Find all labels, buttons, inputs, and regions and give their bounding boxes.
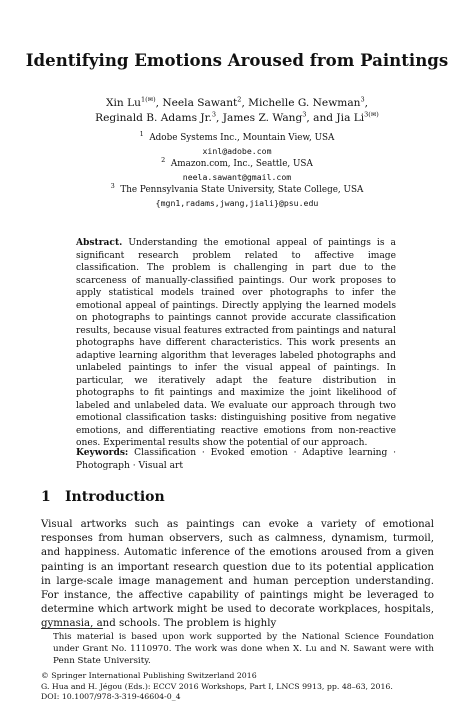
author-name: , Michelle G. Newman xyxy=(241,97,361,109)
section-title: Introduction xyxy=(65,489,165,505)
author-superscript: 3 xyxy=(360,95,365,104)
author-name: Xin Lu xyxy=(106,97,141,109)
section-heading xyxy=(41,489,165,505)
author-separator: , xyxy=(364,97,368,109)
footnote xyxy=(41,631,434,667)
affiliation-name: Adobe Systems Inc., Mountain View, USA xyxy=(149,133,335,143)
copyright-block xyxy=(41,671,434,703)
doi-line[interactable]: DOI: 10.1007/978-3-319-46604-0_4 xyxy=(41,692,181,701)
author-name: , and Jia Li xyxy=(306,111,365,124)
affiliation-list xyxy=(0,132,474,210)
author-superscript: 1(✉) xyxy=(140,95,156,104)
abstract-text: Understanding the emotional appeal of paintings is a significant research problem related to affective image classification. The problem is challenging in part due to the scarceness of manually-classified paintings. Our work proposes to apply statistical models trained over photographs to infer the emotional appeal of paintings. Directly applying the learned models on photographs to paintings cannot provide accurate classification results, because visual features extracted from paintings and natural photographs have different characteristics. This work presents an adaptive learning algorithm that leverages labeled photographs and unlabeled paintings to infer the visual appeal of paintings. In particular, we iteratively adapt the feature distribution in photographs to fit paintings and maximize the joint likelihood of labeled and unlabeled data. We evaluate our approach through two emotional classification tasks: distinguishing positive from negative emotions, and differentiating reactive emotions from non-reactive ones. Experimental results show the potential of our approach. xyxy=(76,238,396,448)
author-superscript: 3 xyxy=(302,109,307,118)
affiliation-email[interactable]: neela.sawant@gmail.com xyxy=(182,172,292,182)
section-number: 1 xyxy=(41,489,51,505)
affiliation-number: 1 xyxy=(139,130,144,139)
author-name: , James Z. Wang xyxy=(216,111,303,124)
author-name: Reginald B. Adams Jr. xyxy=(95,111,212,124)
affiliation-email[interactable]: xinl@adobe.com xyxy=(202,146,272,156)
affiliation-1 xyxy=(0,132,474,145)
affiliation-name: Amazon.com, Inc., Seattle, USA xyxy=(170,159,313,169)
author-superscript: 2 xyxy=(237,95,242,104)
proceedings-line: G. Hua and H. Jégou (Eds.): ECCV 2016 Workshops, Part I, LNCS 9913, pp. 48–63, 2016. xyxy=(41,681,393,691)
copyright-line: © Springer International Publishing Switzerland 2016 xyxy=(41,671,257,680)
author-line-2 xyxy=(0,111,474,126)
keywords-label: Keywords: xyxy=(76,447,129,458)
author-list xyxy=(0,96,474,125)
affiliation-number: 3 xyxy=(110,182,115,191)
affiliation-number: 2 xyxy=(161,156,166,165)
affiliation-3 xyxy=(0,184,474,197)
author-name: , Neela Sawant xyxy=(155,97,238,109)
author-superscript: 3 xyxy=(211,109,217,118)
affiliation-name: The Pennsylvania State University, State College, USA xyxy=(120,185,364,195)
abstract xyxy=(76,237,396,450)
footnote-rule xyxy=(41,628,103,629)
keywords-text: Classification · Evoked emotion · Adaptive learning · Photograph · Visual art xyxy=(76,448,396,471)
author-line-1 xyxy=(0,96,474,111)
author-superscript: 3(✉) xyxy=(364,109,379,118)
affiliation-2 xyxy=(0,158,474,171)
intro-paragraph: Visual artworks such as paintings can evoke a variety of emotional responses from human observers, such as calmness, dynamism, turmoil, and happiness. Automatic inference of the emotions aroused from a given painting is an important research question due to its potential application in large-scale image management and human perception understanding. For instance, the affective capability of paintings might be leveraged to determine which artwork might be used to decorate workplaces, hospitals, gymnasia, and schools. The problem is highly xyxy=(41,519,434,630)
footnote-text: This material is based upon work supported by the National Science Foundation under Grant No. 1110970. The work was done when X. Lu and N. Sawant were with Penn State University. xyxy=(53,632,434,666)
abstract-label: Abstract. xyxy=(76,237,123,248)
paper-title: Identifying Emotions Aroused from Paintings xyxy=(25,50,449,70)
affiliation-email[interactable]: {mgn1,radams,jwang,jiali}@psu.edu xyxy=(155,198,319,208)
keywords xyxy=(76,447,396,472)
